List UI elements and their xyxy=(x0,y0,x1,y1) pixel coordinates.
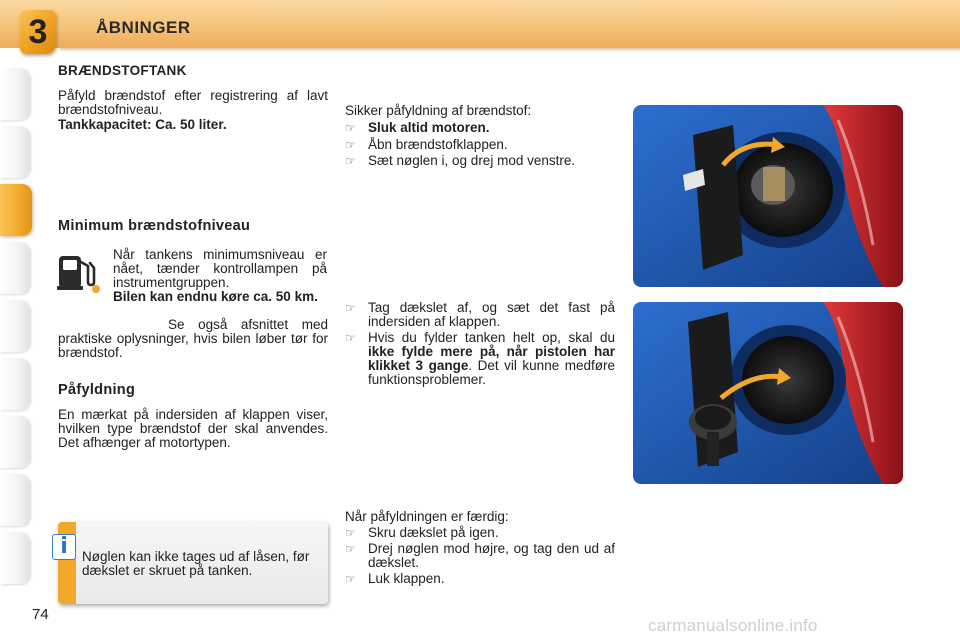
section-title: BRÆNDSTOFTANK xyxy=(58,63,187,78)
chapter-tab-3-active[interactable] xyxy=(0,184,32,236)
bullet-hand-icon: ☞ xyxy=(345,572,356,586)
list-item: ☞ Drej nøglen mod højre, og tag den ud af dækslet. xyxy=(345,541,615,570)
fuel-pump-icon xyxy=(55,250,103,296)
info-icon: i xyxy=(52,534,76,560)
after-refuel-title: Når påfyldningen er færdig: xyxy=(345,509,509,524)
capacity-text: Tankkapacitet: Ca. 50 liter. xyxy=(58,117,227,132)
chapter-title: ÅBNINGER xyxy=(96,18,191,37)
bullet-hand-icon: ☞ xyxy=(345,542,356,556)
chapter-tab-6[interactable] xyxy=(0,358,30,410)
chapter-badge: 3 xyxy=(20,10,56,54)
min-level-rest: Se også afsnittet med praktiske oplysninger, hvis bilen løber tør for brændstof. xyxy=(58,317,328,360)
chapter-tab-4[interactable] xyxy=(0,242,30,294)
chapter-tab-7[interactable] xyxy=(0,416,30,468)
page-number: 74 xyxy=(32,606,49,623)
filling-text: En mærkat på indersiden af klappen viser, hvilken type brændstof der skal anvendes. Det afhænger af motortypen. xyxy=(58,407,328,450)
chapter-tab-5[interactable] xyxy=(0,300,30,352)
chapter-tab-8[interactable] xyxy=(0,474,30,526)
chapter-tab-2[interactable] xyxy=(0,126,30,178)
photo-fuel-flap-key xyxy=(633,105,903,287)
header-shadow xyxy=(60,48,960,52)
bullet-hand-icon: ☞ xyxy=(345,301,356,315)
bullet-hand-icon: ☞ xyxy=(345,138,356,152)
photo-cap-on-flap xyxy=(633,302,903,484)
list-item: ☞ Luk klappen. xyxy=(345,571,445,586)
bullet-hand-icon: ☞ xyxy=(345,154,356,168)
chapter-tab-1[interactable] xyxy=(0,68,30,120)
bullet-hand-icon: ☞ xyxy=(345,121,356,135)
bullet-hand-icon: ☞ xyxy=(345,331,356,345)
list-item: ☞ Tag dækslet af, og sæt det fast på indersiden af klappen. xyxy=(345,300,615,329)
watermark: carmanualsonline.info xyxy=(648,616,818,635)
list-item: ☞ Hvis du fylder tanken helt op, skal du ikke fylde mere på, når pistolen har klikket 3 gange. Det vil kunne medføre funktionsproblemer. xyxy=(345,330,615,387)
bullet-hand-icon: ☞ xyxy=(345,526,356,540)
safe-refuel-title: Sikker påfyldning af brændstof: xyxy=(345,103,532,118)
chapter-tab-9[interactable] xyxy=(0,532,30,584)
min-level-title: Minimum brændstofniveau xyxy=(58,218,251,234)
info-text: Nøglen kan ikke tages ud af låsen, før dækslet er skruet på tanken. xyxy=(82,549,310,578)
intro-text: Påfyld brændstof efter registrering af lavt brændstofniveau. xyxy=(58,88,328,117)
filling-title: Påfyldning xyxy=(58,382,136,398)
list-item: ☞ Skru dækslet på igen. xyxy=(345,525,499,540)
min-level-bold: Bilen kan endnu køre ca. 50 km. xyxy=(113,289,318,304)
min-level-text: Når tankens minimumsniveau er nået, tænder kontrollampen på instrumentgruppen. xyxy=(113,247,327,290)
list-item: ☞ Sluk altid motoren. xyxy=(345,120,490,135)
list-item: ☞ Åbn brændstofklappen. xyxy=(345,137,508,152)
list-item: ☞ Sæt nøglen i, og drej mod venstre. xyxy=(345,153,576,168)
